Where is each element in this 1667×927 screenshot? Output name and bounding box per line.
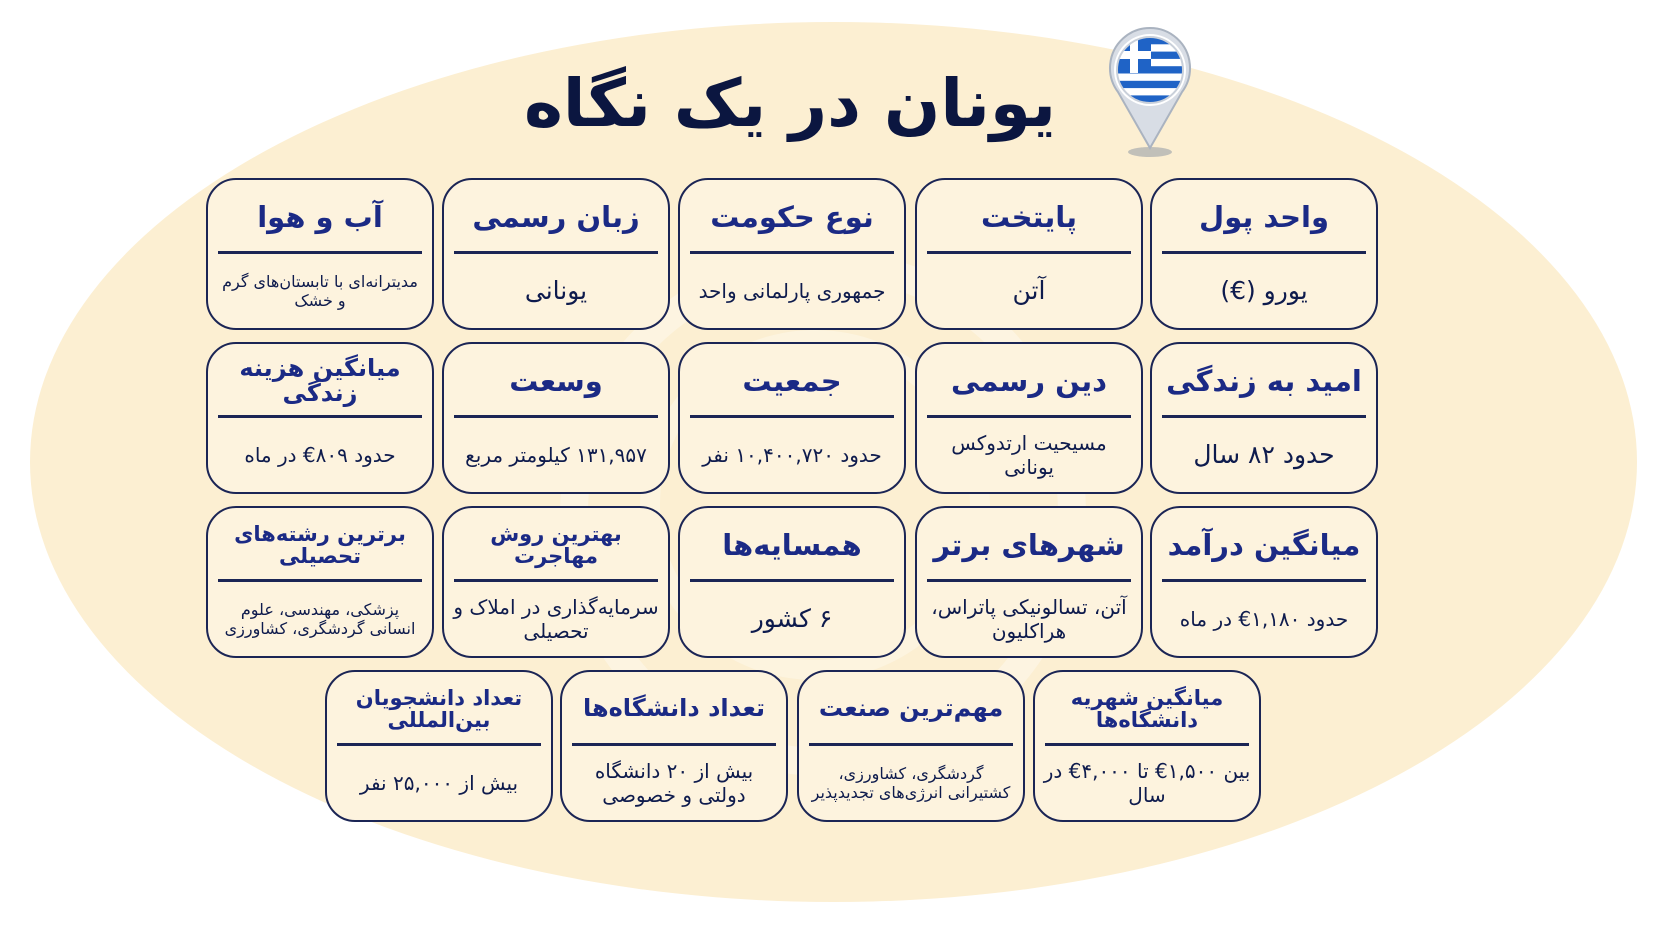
card-life-expectancy (1150, 342, 1378, 494)
card-label: بهترین روش مهاجرت (490, 521, 622, 568)
card-value: بیش از ۲۵,۰۰۰ نفر (359, 771, 519, 795)
card-currency (1150, 178, 1378, 330)
card-value: یونانی (524, 276, 588, 305)
card-value: سرمایه‌گذاری در املاک و تحصیلی (453, 595, 659, 643)
card-label: پایتخت (980, 199, 1078, 234)
card-label: دین رسمی (951, 363, 1107, 398)
card-value: آتن، تسالونیکی پاتراس، هراکلیون (931, 595, 1127, 643)
divider (454, 251, 658, 254)
card-label: شهرهای برتر (933, 527, 1125, 562)
card-capital (915, 178, 1143, 330)
card-value: جمهوری پارلمانی واحد (698, 279, 886, 303)
divider (690, 579, 894, 582)
divider (572, 743, 776, 746)
divider (809, 743, 1013, 746)
divider (1162, 251, 1366, 254)
card-value: ۶ کشور (751, 604, 833, 633)
card-value: مسیحیت ارتدوکس یونانی (951, 431, 1107, 479)
card-area (442, 342, 670, 494)
card-value: آتن (1012, 276, 1046, 305)
card-label: واحد پول (1199, 199, 1329, 234)
card-value: حدود ۱۰,۴۰۰,۷۲۰ نفر (702, 443, 882, 467)
card-label: زبان رسمی (472, 199, 640, 234)
divider (337, 743, 541, 746)
greece-flag-map-pin-icon (1100, 20, 1200, 165)
card-value: مدیترانه‌ای با تابستان‌های گرم و خشک (222, 271, 418, 310)
card-intl-students (325, 670, 553, 822)
card-religion (915, 342, 1143, 494)
card-value: بیش از ۲۰ دانشگاه دولتی و خصوصی (594, 759, 754, 807)
card-industry (797, 670, 1025, 822)
card-fields (206, 506, 434, 658)
card-value: گردشگری، کشاورزی، کشتیرانی انرژی‌های تجدیدپذیر (811, 763, 1011, 802)
card-label: میانگین هزینه زندگی (239, 353, 401, 407)
card-value: ۱۳۱,۹۵۷ کیلومتر مربع (465, 443, 647, 467)
card-government (678, 178, 906, 330)
card-label: میانگین درآمد (1167, 527, 1361, 562)
card-income (1150, 506, 1378, 658)
divider (218, 251, 422, 254)
divider (927, 251, 1131, 254)
divider (218, 415, 422, 418)
card-label: آب و هوا (257, 199, 383, 234)
card-label: وسعت (509, 363, 603, 398)
card-neighbors (678, 506, 906, 658)
card-label: تعداد دانشگاه‌ها (582, 694, 766, 723)
divider (1162, 579, 1366, 582)
divider (690, 251, 894, 254)
divider (1045, 743, 1249, 746)
card-label: امید به زندگی (1166, 363, 1362, 398)
card-label: همسایه‌ها (722, 527, 862, 562)
card-immigration (442, 506, 670, 658)
divider (218, 579, 422, 582)
divider (927, 415, 1131, 418)
card-value: حدود ۱,۱۸۰€ در ماه (1179, 607, 1349, 631)
card-label: نوع حکومت (710, 199, 874, 234)
card-universities (560, 670, 788, 822)
card-value: حدود ۸۲ سال (1193, 440, 1335, 469)
card-tuition (1033, 670, 1261, 822)
card-label: مهم‌ترین صنعت (818, 694, 1004, 723)
divider (690, 415, 894, 418)
divider (454, 415, 658, 418)
card-label: میانگین شهریه دانشگاه‌ها (1070, 685, 1224, 732)
card-value: بین ۱,۵۰۰€ تا ۴,۰۰۰€ در سال (1043, 759, 1251, 807)
card-cost-of-living (206, 342, 434, 494)
divider (1162, 415, 1366, 418)
card-value: حدود ۸۰۹€ در ماه (244, 443, 396, 467)
divider (454, 579, 658, 582)
card-language (442, 178, 670, 330)
card-value: یورو (€) (1220, 276, 1308, 305)
divider (927, 579, 1131, 582)
card-label: جمعیت (742, 363, 842, 398)
page-title: یونان در یک نگاه (523, 64, 1057, 142)
card-climate (206, 178, 434, 330)
card-top-cities (915, 506, 1143, 658)
card-label: برترین رشته‌های تحصیلی (234, 521, 406, 568)
card-population (678, 342, 906, 494)
card-label: تعداد دانشجویان بین‌المللی (355, 685, 523, 732)
card-value: پزشکی، مهندسی، علوم انسانی گردشگری، کشاورزی (224, 599, 416, 638)
